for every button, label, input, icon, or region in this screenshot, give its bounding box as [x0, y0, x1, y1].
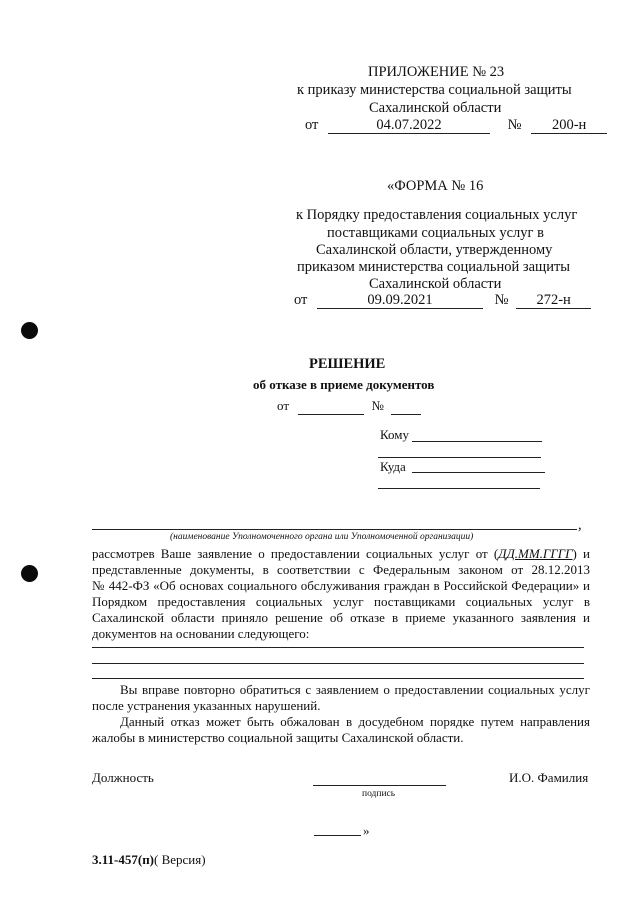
reason-line-1 [92, 647, 584, 648]
form-order-row [294, 291, 591, 309]
p1-line-2: представленные документы, в соответствии с Федеральным законом от 28.12.2013 [92, 562, 590, 577]
recipient-where-line-2 [378, 488, 540, 489]
form-line-4: приказом министерства социальной защиты [297, 259, 571, 275]
closing-line [314, 835, 361, 836]
version-footer [92, 852, 206, 868]
from-label: от [305, 117, 319, 133]
form-line-5: Сахалинской области [369, 276, 502, 292]
version-label: ( Версия) [154, 852, 206, 867]
decision-number-field [391, 398, 421, 415]
form-title: «ФОРМА № 16 [387, 178, 484, 194]
decision-date-field [298, 398, 364, 415]
recipient-to-line-2 [378, 457, 541, 458]
appendix-title: ПРИЛОЖЕНИЕ № 23 [368, 64, 505, 80]
punch-hole-top [21, 322, 38, 339]
decision-title: РЕШЕНИЕ [309, 356, 386, 372]
recipient-to-line [412, 441, 542, 442]
org-comma: , [578, 517, 582, 533]
signature-line [313, 785, 446, 786]
p2-line-2: после устранения указанных нарушений. [92, 698, 321, 713]
reason-line-2 [92, 663, 584, 664]
form-line-1: к Порядку предоставления социальных услуг [296, 207, 578, 223]
position-label: Должность [92, 770, 154, 785]
decision-from-row [277, 398, 421, 415]
from-label: от [294, 292, 308, 308]
p1-line-1: рассмотрев Ваше заявление о предоставлении социальных услуг от (ДД.ММ.ГГГГ) и [92, 546, 590, 561]
p1-line-3: № 442-ФЗ «Об основах социального обслуживания граждан в Российской Федерации» и [92, 578, 590, 593]
p1-line-6: документов на основании следующего: [92, 626, 310, 641]
number-label: № [507, 117, 522, 133]
number-label: № [371, 398, 384, 413]
date-format-placeholder: ДД.ММ.ГГГГ [498, 546, 573, 561]
p1-line-5: Сахалинской области приняло решение об отказе в приеме указанного заявления и [92, 610, 590, 625]
form-line-3: Сахалинской области, утвержденному [316, 242, 553, 258]
form-line-2: поставщиками социальных услуг в [327, 225, 544, 241]
version-code: 3.11-457(п) [92, 852, 155, 867]
p1-line-4: Порядком предоставления социальных услуг поставщиками социальных услуг в [92, 594, 590, 609]
org-caption: (наименование Уполномоченного органа или Уполномоченной организации) [170, 532, 474, 542]
recipient-to-label: Кому [380, 427, 410, 442]
from-label: от [277, 398, 290, 413]
recipient-where-line [412, 472, 545, 473]
appendix-line-2: Сахалинской области [369, 100, 502, 116]
reason-line-3 [92, 678, 584, 679]
paragraph-1 [92, 546, 590, 642]
decision-subtitle: об отказе в приеме документов [253, 377, 435, 392]
appendix-order-row [305, 116, 607, 134]
appendix-line-1: к приказу министерства социальной защиты [297, 82, 572, 98]
name-label: И.О. Фамилия [509, 770, 589, 785]
order-date: 04.07.2022 [328, 117, 490, 134]
closing-quote: » [363, 823, 370, 838]
number-label: № [494, 292, 509, 308]
punch-hole-bottom [21, 565, 38, 582]
signature-caption: подпись [362, 789, 396, 799]
order-number: 200-н [531, 117, 607, 134]
p3-line-2: жалобы в министерство социальной защиты Сахалинской области. [92, 730, 464, 745]
org-name-line [92, 529, 577, 530]
p3-line-1: Данный отказ может быть обжалован в досудебном порядке путем направления [120, 714, 590, 729]
p2-line-1: Вы вправе повторно обратиться с заявлением о предоставлении социальных услуг [120, 682, 590, 697]
recipient-where-label: Куда [380, 459, 406, 474]
form-order-number: 272-н [516, 292, 591, 309]
paragraph-2 [92, 682, 590, 746]
form-order-date: 09.09.2021 [317, 292, 483, 309]
